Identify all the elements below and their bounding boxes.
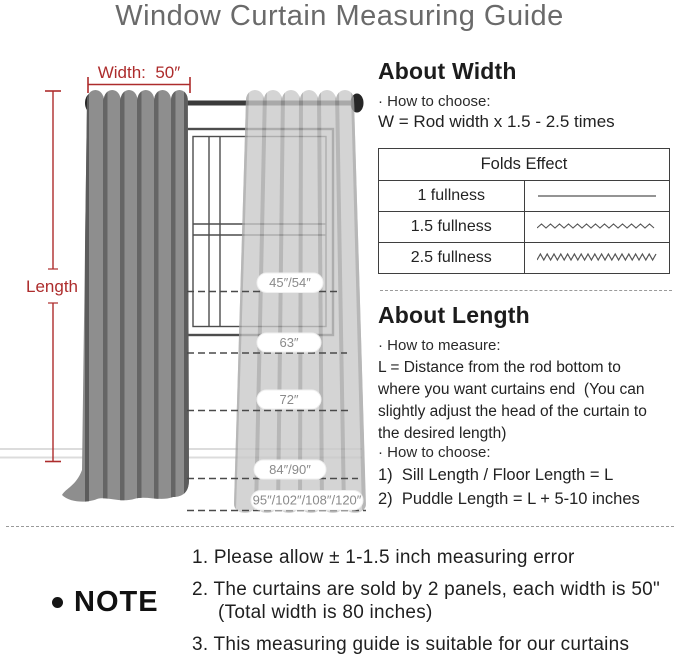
note-item-2-continued: (Total width is 80 inches) bbox=[218, 602, 433, 623]
svg-text:84″/90″: 84″/90″ bbox=[269, 462, 311, 477]
length-annotation bbox=[26, 91, 78, 462]
width-label: Width: 50″ bbox=[97, 63, 181, 82]
fold-effect-gentle-wave bbox=[537, 222, 657, 231]
section-divider bbox=[380, 290, 672, 291]
note-heading: NOTE bbox=[74, 586, 159, 618]
note-item-3: 3. This measuring guide is suitable for our curtains bbox=[192, 634, 630, 655]
folds-effect-table bbox=[378, 148, 670, 274]
svg-text:95″/102″/108″/120″: 95″/102″/108″/120″ bbox=[252, 492, 362, 508]
svg-text:72″: 72″ bbox=[279, 392, 299, 407]
length-choice-puddle: 2) Puddle Length = L + 5-10 inches bbox=[378, 490, 640, 508]
length-marker bbox=[257, 390, 321, 409]
table-row bbox=[379, 212, 670, 243]
length-choice-sill-floor: 1) Sill Length / Floor Length = L bbox=[378, 466, 614, 484]
fullness-label: 1.5 fullness bbox=[379, 212, 525, 243]
length-measure-text: L = Distance from the rod bottom to where you want curtains end (You can slightly adjust the head of the curtain to the desired length) bbox=[378, 359, 647, 442]
fullness-label: 2.5 fullness bbox=[379, 243, 525, 274]
length-marker bbox=[257, 333, 321, 352]
folds-table-header: Folds Effect bbox=[379, 149, 670, 181]
about-length-how-to-choose-label: · How to choose: bbox=[378, 444, 491, 461]
about-width-heading: About Width bbox=[378, 58, 517, 84]
page-title-reflection bbox=[0, 28, 679, 43]
about-length-how-to-measure-label: · How to measure: bbox=[378, 337, 501, 354]
note-section-divider bbox=[6, 526, 674, 527]
curtain-panel-sheer bbox=[234, 90, 366, 513]
width-annotation bbox=[88, 63, 190, 93]
table-row bbox=[379, 243, 670, 274]
page-title: Window Curtain Measuring Guide bbox=[115, 0, 564, 32]
width-formula: W = Rod width x 1.5 - 2.5 times bbox=[378, 112, 615, 131]
fullness-label: 1 fullness bbox=[379, 181, 525, 212]
curtain-measuring-illustration bbox=[0, 50, 380, 528]
note-bullet-icon bbox=[52, 597, 63, 608]
length-marker bbox=[254, 460, 326, 479]
curtain-panel-dark bbox=[62, 88, 189, 503]
about-width-how-to-choose-label: · How to choose: bbox=[378, 93, 491, 110]
svg-text:45″/54″: 45″/54″ bbox=[269, 275, 311, 290]
about-length-heading: About Length bbox=[378, 302, 530, 328]
note-item-2: 2. The curtains are sold by 2 panels, each width is 50" bbox=[192, 579, 660, 600]
fold-effect-straight-line bbox=[537, 192, 657, 200]
length-label: Length bbox=[26, 277, 78, 296]
note-item-1: 1. Please allow ± 1-1.5 inch measuring error bbox=[192, 547, 575, 568]
svg-text:63″: 63″ bbox=[279, 335, 299, 350]
fold-effect-dense-wave bbox=[537, 252, 657, 262]
table-row bbox=[379, 181, 670, 212]
length-marker bbox=[257, 273, 323, 293]
length-marker bbox=[251, 491, 363, 511]
